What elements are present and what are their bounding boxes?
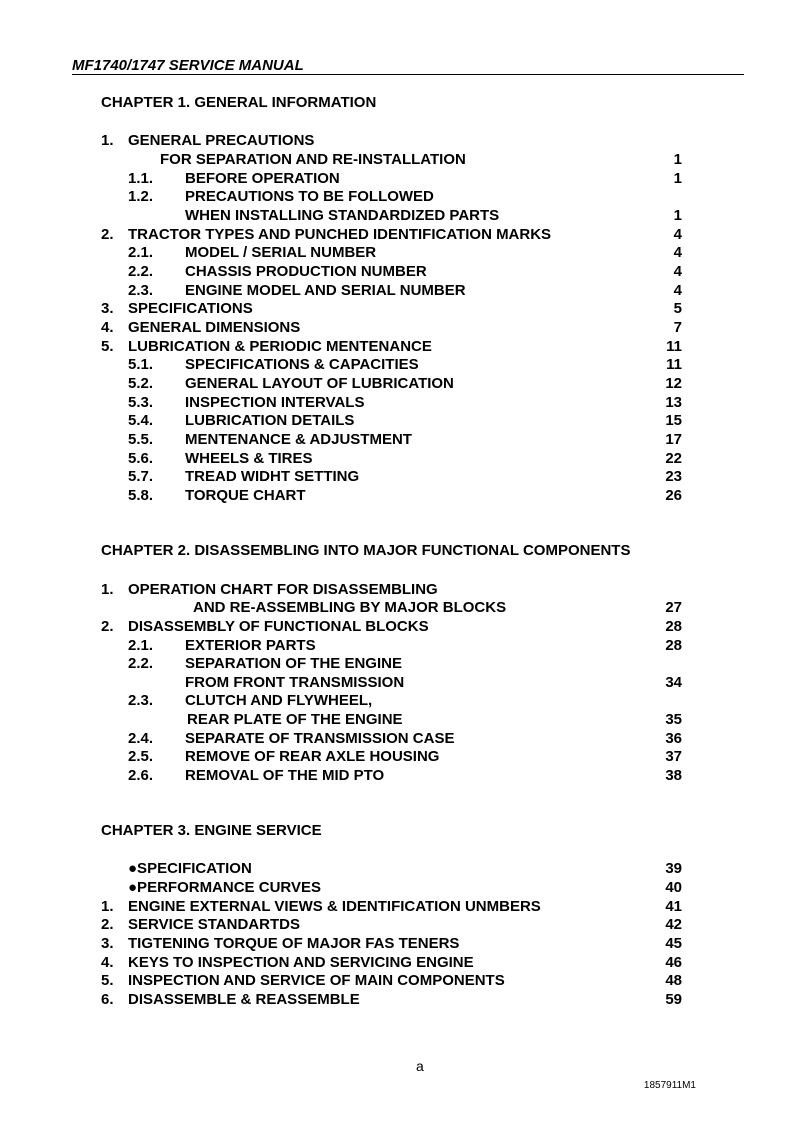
toc-entry: [0, 300, 794, 318]
entry-page: 11: [666, 356, 682, 373]
toc-entry: [0, 151, 794, 169]
entry-title: DISASSEMBLY OF FUNCTIONAL BLOCKS: [128, 618, 429, 635]
entry-page: 1: [673, 151, 682, 168]
toc-entry: [0, 954, 794, 972]
entry-number: 6.: [101, 991, 114, 1008]
entry-number: 2.4.: [128, 730, 154, 747]
entry-title: SERVICE STANDARTDS: [128, 916, 300, 933]
entry-page: 28: [665, 618, 682, 635]
entry-title: TREAD WIDHT SETTING: [185, 468, 360, 485]
entry-page: 42: [665, 916, 682, 933]
chapter-heading: [0, 822, 794, 840]
entry-number: 2.1.: [128, 637, 154, 654]
entry-title: REAR PLATE OF THE ENGINE: [187, 711, 403, 728]
entry-title: MENTENANCE & ADJUSTMENT: [185, 431, 412, 448]
entry-title: ●SPECIFICATION: [128, 860, 252, 877]
entry-page: 39: [665, 860, 682, 877]
entry-number: 2.6.: [128, 767, 154, 784]
toc-entry: [0, 972, 794, 990]
chapter-title: CHAPTER 3. ENGINE SERVICE: [101, 822, 322, 839]
toc-entry: [0, 692, 794, 710]
entry-title: FOR SEPARATION AND RE-INSTALLATION: [160, 151, 466, 168]
chapter-heading: [0, 542, 794, 560]
manual-title: MF1740/1747 SERVICE MANUAL: [72, 57, 304, 74]
entry-number: 3.: [101, 300, 114, 317]
entry-number: 2.: [101, 618, 114, 635]
entry-number: 2.3.: [128, 692, 154, 709]
entry-page: 4: [673, 282, 682, 299]
entry-title: WHEELS & TIRES: [185, 450, 313, 467]
chapter-heading: [0, 94, 794, 112]
toc-entry: [0, 375, 794, 393]
entry-number: 2.2.: [128, 263, 154, 280]
entry-title: LUBRICATION DETAILS: [185, 412, 355, 429]
entry-title: INSPECTION INTERVALS: [185, 394, 365, 411]
entry-page: 46: [665, 954, 682, 971]
entry-page: 27: [665, 599, 682, 616]
entry-title: MODEL / SERIAL NUMBER: [185, 244, 377, 261]
toc-entry: [0, 487, 794, 505]
entry-page: 7: [673, 319, 682, 336]
entry-page: 35: [665, 711, 682, 728]
entry-number: 1.1.: [128, 170, 154, 187]
toc-entry: [0, 879, 794, 897]
entry-number: 2.2.: [128, 655, 154, 672]
entry-number: 5.1.: [128, 356, 154, 373]
entry-title: REMOVAL OF THE MID PTO: [185, 767, 385, 784]
entry-page: 22: [665, 450, 682, 467]
toc-entry: [0, 394, 794, 412]
entry-page: 59: [665, 991, 682, 1008]
entry-title: GENERAL DIMENSIONS: [128, 319, 301, 336]
entry-title: CHASSIS PRODUCTION NUMBER: [185, 263, 427, 280]
entry-title: WHEN INSTALLING STANDARDIZED PARTS: [185, 207, 500, 224]
toc-entry: [0, 226, 794, 244]
entry-page: 1: [673, 207, 682, 224]
entry-page: 23: [665, 468, 682, 485]
entry-page: 37: [665, 748, 682, 765]
toc-entry: [0, 207, 794, 225]
entry-number: 4.: [101, 954, 114, 971]
toc-entry: [0, 655, 794, 673]
entry-number: 1.: [101, 898, 114, 915]
entry-page: 45: [665, 935, 682, 952]
entry-title: TORQUE CHART: [185, 487, 306, 504]
toc-entry: [0, 767, 794, 785]
entry-title: AND RE-ASSEMBLING BY MAJOR BLOCKS: [193, 599, 507, 616]
entry-page: 11: [666, 338, 682, 355]
toc-entry: [0, 319, 794, 337]
toc-entry: [0, 188, 794, 206]
entry-page: 40: [665, 879, 682, 896]
entry-title: ENGINE MODEL AND SERIAL NUMBER: [185, 282, 466, 299]
entry-number: 2.: [101, 226, 114, 243]
entry-number: 5.7.: [128, 468, 154, 485]
entry-title: OPERATION CHART FOR DISASSEMBLING: [128, 581, 438, 598]
entry-number: 5.: [101, 972, 114, 989]
entry-page: 48: [665, 972, 682, 989]
entry-title: REMOVE OF REAR AXLE HOUSING: [185, 748, 440, 765]
entry-title: GENERAL PRECAUTIONS: [128, 132, 315, 149]
entry-title: KEYS TO INSPECTION AND SERVICING ENGINE: [128, 954, 474, 971]
entry-title: INSPECTION AND SERVICE OF MAIN COMPONENTS: [128, 972, 505, 989]
entry-page: 4: [673, 263, 682, 280]
entry-page: 41: [665, 898, 682, 915]
entry-title: CLUTCH AND FLYWHEEL,: [185, 692, 373, 709]
entry-page: 1: [673, 170, 682, 187]
entry-title: SEPARATION OF THE ENGINE: [185, 655, 402, 672]
entry-title: PRECAUTIONS TO BE FOLLOWED: [185, 188, 434, 205]
entry-number: 3.: [101, 935, 114, 952]
entry-number: 5.2.: [128, 375, 154, 392]
entry-number: 5.6.: [128, 450, 154, 467]
entry-page: 36: [665, 730, 682, 747]
entry-page: 4: [673, 244, 682, 261]
toc-entry: [0, 916, 794, 934]
toc-entry: [0, 599, 794, 617]
entry-title: ENGINE EXTERNAL VIEWS & IDENTIFICATION UNMBERS: [128, 898, 541, 915]
entry-title: LUBRICATION & PERIODIC MENTENANCE: [128, 338, 432, 355]
entry-number: 1.2.: [128, 188, 154, 205]
entry-page: 34: [665, 674, 682, 691]
entry-page: 38: [665, 767, 682, 784]
toc-entry: [0, 730, 794, 748]
document-code: 1857911M1: [643, 1080, 696, 1091]
entry-page: 15: [665, 412, 682, 429]
entry-number: 4.: [101, 319, 114, 336]
entry-number: 5.8.: [128, 487, 154, 504]
entry-number: 1.: [101, 581, 114, 598]
entry-title: DISASSEMBLE & REASSEMBLE: [128, 991, 360, 1008]
toc-entry: [0, 468, 794, 486]
toc-entry: [0, 263, 794, 281]
toc-entry: [0, 991, 794, 1009]
entry-page: 5: [673, 300, 682, 317]
entry-number: 5.: [101, 338, 114, 355]
chapter-title: CHAPTER 2. DISASSEMBLING INTO MAJOR FUNCTIONAL COMPONENTS: [101, 542, 631, 559]
entry-title: FROM FRONT TRANSMISSION: [185, 674, 405, 691]
entry-title: TIGTENING TORQUE OF MAJOR FAS TENERS: [128, 935, 460, 952]
entry-number: 5.5.: [128, 431, 154, 448]
toc-entry: [0, 431, 794, 449]
toc-entry: [0, 935, 794, 953]
entry-title: GENERAL LAYOUT OF LUBRICATION: [185, 375, 454, 392]
toc-entry: [0, 748, 794, 766]
toc-entry: [0, 898, 794, 916]
entry-title: SPECIFICATIONS: [128, 300, 253, 317]
entry-page: 28: [665, 637, 682, 654]
page-number: a: [416, 1058, 424, 1074]
toc-entry: [0, 244, 794, 262]
entry-number: 2.1.: [128, 244, 154, 261]
chapter-title: CHAPTER 1. GENERAL INFORMATION: [101, 94, 377, 111]
entry-number: 2.3.: [128, 282, 154, 299]
header-rule: [72, 74, 744, 75]
toc-entry: [0, 170, 794, 188]
entry-page: 4: [673, 226, 682, 243]
entry-number: 5.4.: [128, 412, 154, 429]
entry-number: 2.5.: [128, 748, 154, 765]
entry-title: TRACTOR TYPES AND PUNCHED IDENTIFICATION MARKS: [128, 226, 552, 243]
entry-title: ●PERFORMANCE CURVES: [128, 879, 321, 896]
entry-number: 1.: [101, 132, 114, 149]
entry-number: 2.: [101, 916, 114, 933]
entry-title: SPECIFICATIONS & CAPACITIES: [185, 356, 419, 373]
toc-entry: [0, 356, 794, 374]
toc-entry: [0, 618, 794, 636]
entry-title: SEPARATE OF TRANSMISSION CASE: [185, 730, 455, 747]
entry-title: BEFORE OPERATION: [185, 170, 340, 187]
toc-entry: [0, 860, 794, 878]
toc-entry: [0, 282, 794, 300]
toc-entry: [0, 450, 794, 468]
toc-entry: [0, 581, 794, 599]
entry-title: EXTERIOR PARTS: [185, 637, 316, 654]
entry-number: 5.3.: [128, 394, 154, 411]
toc-entry: [0, 412, 794, 430]
toc-entry: [0, 711, 794, 729]
entry-page: 13: [665, 394, 682, 411]
entry-page: 12: [665, 375, 682, 392]
entry-page: 17: [665, 431, 682, 448]
toc-entry: [0, 637, 794, 655]
toc-entry: [0, 132, 794, 150]
toc-entry: [0, 338, 794, 356]
entry-page: 26: [665, 487, 682, 504]
toc-entry: [0, 674, 794, 692]
